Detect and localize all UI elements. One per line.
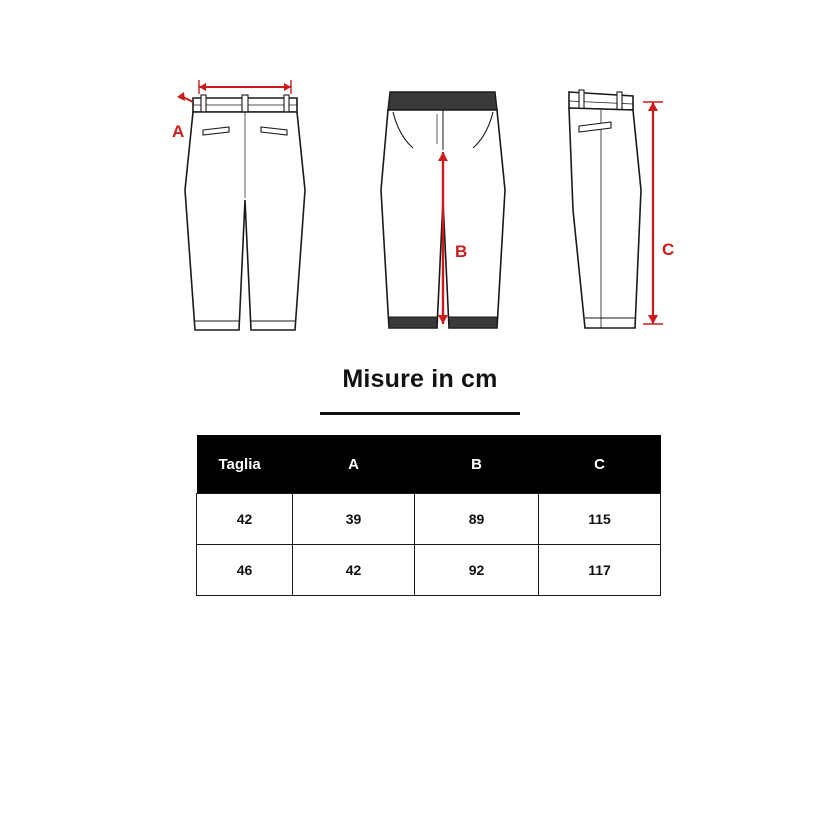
chart-title: Misure in cm	[342, 365, 498, 393]
cell-a: 42	[293, 545, 415, 596]
measure-label-c: C	[662, 240, 675, 259]
table-header-a: A	[293, 435, 415, 494]
title-divider	[320, 412, 520, 415]
size-table	[196, 435, 661, 596]
table-row	[197, 545, 661, 596]
cell-b: 89	[415, 494, 539, 545]
measure-label-b: B	[455, 242, 468, 261]
cell-c: 117	[539, 545, 661, 596]
trousers-front-view	[155, 40, 335, 355]
cell-b: 92	[415, 545, 539, 596]
cell-size: 46	[197, 545, 293, 596]
table-header-b: B	[415, 435, 539, 494]
size-table-wrapper	[196, 435, 660, 596]
table-header-size: Taglia	[197, 435, 293, 494]
illustrations-row	[0, 40, 840, 350]
measure-label-a: A	[172, 122, 185, 141]
trousers-back-view	[355, 40, 535, 355]
trousers-side-view	[545, 40, 725, 355]
cell-a: 39	[293, 494, 415, 545]
table-header-row	[197, 435, 661, 494]
cell-c: 115	[539, 494, 661, 545]
cell-size: 42	[197, 494, 293, 545]
table-row	[197, 494, 661, 545]
table-header-c: C	[539, 435, 661, 494]
